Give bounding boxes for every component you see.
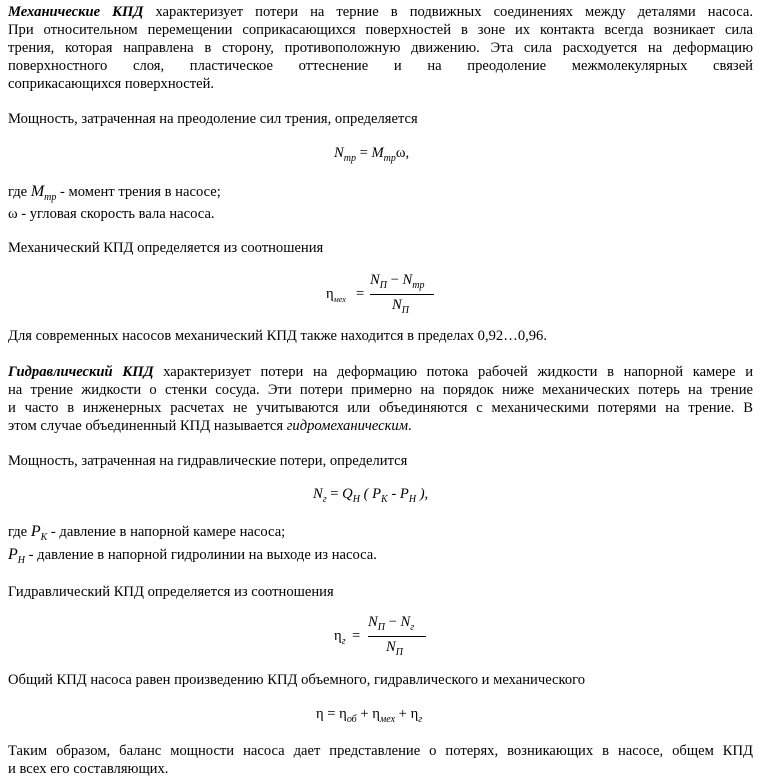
f5-c: η bbox=[410, 706, 419, 722]
p5-line4-term: гидромеханическим bbox=[286, 418, 409, 434]
formula-mech-efficiency bbox=[326, 270, 446, 318]
p9-line1: Таким образом, баланс мощности насоса дает представление о потерях, возникающих в насосе, общем КПД bbox=[8, 743, 753, 759]
p6-text: Мощность, затраченная на гидравлические потери, определится bbox=[8, 453, 408, 469]
p9-line2: и всех его составляющих. bbox=[8, 761, 169, 777]
p1-line1 bbox=[8, 4, 753, 22]
where2-sym2: P bbox=[8, 546, 18, 563]
f2-den: N bbox=[392, 297, 402, 313]
f5-b-sub: мех bbox=[379, 714, 396, 725]
p1-line2: При относительном перемещении соприкасающихся поверхностей в зоне их контакта всегда возникает сила bbox=[8, 22, 753, 38]
f4-lhs-sub: г bbox=[341, 636, 346, 647]
f3-ph-sub: H bbox=[408, 494, 417, 505]
where1-text: - момент трения в насосе; bbox=[56, 184, 221, 200]
term-mechanical-efficiency: Механические КПД bbox=[8, 4, 144, 20]
f3-open: ( bbox=[359, 486, 373, 502]
f3-minus: - bbox=[387, 486, 400, 502]
f4-den: N bbox=[386, 639, 396, 655]
where1-line1 bbox=[8, 183, 753, 203]
p5-line3: и часто в инженерных расчетах не учитываются или объединяются с механическими потерями на трение. В bbox=[8, 400, 753, 416]
where2-line1 bbox=[8, 523, 753, 543]
where2-line2 bbox=[8, 546, 753, 566]
f5-b: η bbox=[372, 706, 380, 722]
formula-friction-power bbox=[334, 145, 409, 164]
p8-text: Общий КПД насоса равен произведению КПД объемного, гидравлического и механического bbox=[8, 672, 586, 688]
f4-numerator bbox=[368, 614, 414, 633]
f3-pk-sub: K bbox=[381, 494, 388, 505]
formula-total-efficiency bbox=[316, 706, 422, 725]
f4-fraction-bar bbox=[368, 636, 426, 637]
f4-minus: − bbox=[384, 614, 401, 630]
where2-prefix: где bbox=[8, 524, 31, 540]
where2-sym: P bbox=[30, 523, 41, 540]
f2-eq: = bbox=[356, 286, 365, 302]
formula-hydraulic-power bbox=[313, 486, 428, 505]
f5-a-sub: об bbox=[346, 714, 357, 725]
f2-denominator bbox=[392, 297, 409, 316]
f4-num-a: N bbox=[368, 614, 378, 630]
f3-q: Q bbox=[342, 486, 353, 502]
f2-num-a-sub: П bbox=[379, 280, 387, 291]
p1-line5: соприкасающихся поверхностей. bbox=[8, 76, 215, 92]
f2-num-b: N bbox=[402, 272, 413, 288]
where1-sym-sub: тр bbox=[44, 192, 57, 203]
f5-plus1: + bbox=[356, 706, 373, 722]
where1-line2: ω - угловая скорость вала насоса. bbox=[8, 206, 215, 222]
f3-q-sub: H bbox=[352, 494, 360, 505]
p5-line1 bbox=[8, 364, 753, 382]
f5-plus2: + bbox=[395, 706, 411, 722]
f1-lhs: N bbox=[334, 145, 344, 161]
f2-minus: − bbox=[386, 272, 403, 288]
where2-text: - давление в напорной камере насоса; bbox=[47, 524, 286, 540]
f1-lhs-sub: тр bbox=[343, 153, 356, 164]
p2-text: Мощность, затраченная на преодоление сил трения, определяется bbox=[8, 111, 418, 127]
where2-sym2-sub: H bbox=[17, 555, 26, 566]
f4-lhs-symbol: η bbox=[334, 628, 342, 644]
where2-text2: - давление в напорной гидролинии на выходе из насоса. bbox=[25, 547, 377, 563]
f4-num-a-sub: П bbox=[377, 622, 385, 633]
f1-rhs: M bbox=[371, 145, 384, 161]
f5-c-sub: г bbox=[418, 714, 423, 725]
f5-lhs: η bbox=[316, 706, 324, 722]
term-hydraulic-efficiency: Гидравлический КПД bbox=[8, 364, 154, 380]
f4-num-b: N bbox=[400, 614, 411, 630]
f2-lhs-sub: мех bbox=[333, 295, 346, 304]
f1-tail: ω, bbox=[395, 145, 410, 161]
f3-eq: = bbox=[326, 486, 343, 502]
f2-num-b-sub: тр bbox=[412, 280, 425, 291]
f3-lhs: N bbox=[313, 486, 323, 502]
f1-rhs-sub: тр bbox=[383, 153, 396, 164]
f5-eq: = bbox=[323, 706, 340, 722]
f2-den-sub: П bbox=[401, 305, 409, 316]
p5-line4 bbox=[8, 418, 753, 436]
f3-close: ), bbox=[416, 486, 429, 502]
f2-lhs-symbol: η bbox=[326, 286, 334, 302]
f1-eq: = bbox=[355, 145, 372, 161]
f2-num-a: N bbox=[370, 272, 380, 288]
f5-a: η bbox=[339, 706, 347, 722]
p5-line4-a: этом случае объединенный КПД называется bbox=[8, 418, 287, 434]
p3-text: Механический КПД определяется из соотношения bbox=[8, 240, 324, 256]
p1-line3: трения, которая направлена в сторону, противоположную движению. Эта сила расходуется на деформацию bbox=[8, 40, 753, 56]
p4-text: Для современных насосов механический КПД также находится в пределах 0,92…0,96. bbox=[8, 328, 548, 344]
f4-denominator bbox=[386, 639, 403, 658]
f2-fraction-bar bbox=[370, 294, 434, 295]
f3-pk: P bbox=[372, 486, 382, 502]
where1-prefix: где bbox=[8, 184, 31, 200]
p5-line4-c: . bbox=[408, 418, 412, 434]
f3-ph: P bbox=[399, 486, 409, 502]
f2-lhs bbox=[326, 286, 346, 305]
where2-sym-sub: K bbox=[40, 532, 48, 543]
p1-line1-text: характеризует потери на терние в подвижных соединениях между деталями насоса. bbox=[143, 4, 753, 20]
p5-line1-text: характеризует потери на деформацию потока рабочей жидкости в напорной камере и bbox=[153, 364, 753, 380]
f4-den-sub: П bbox=[395, 647, 403, 658]
f4-eq: = bbox=[352, 628, 361, 644]
f4-lhs bbox=[334, 628, 346, 647]
p1-line4: поверхностного слоя, пластическое оттеснение и на преодоление межмолекулярных связей bbox=[8, 58, 753, 74]
f4-num-b-sub: г bbox=[410, 622, 415, 633]
where1-sym: M bbox=[30, 183, 45, 200]
f3-lhs-sub: г bbox=[322, 494, 327, 505]
f2-numerator bbox=[370, 272, 424, 291]
p5-line2: на трение жидкости о стенки сосуда. Эти потери примерно на порядок ниже механических потерь на трение bbox=[8, 382, 753, 398]
p7-text: Гидравлический КПД определяется из соотношения bbox=[8, 584, 334, 600]
formula-hydraulic-efficiency bbox=[334, 612, 444, 660]
